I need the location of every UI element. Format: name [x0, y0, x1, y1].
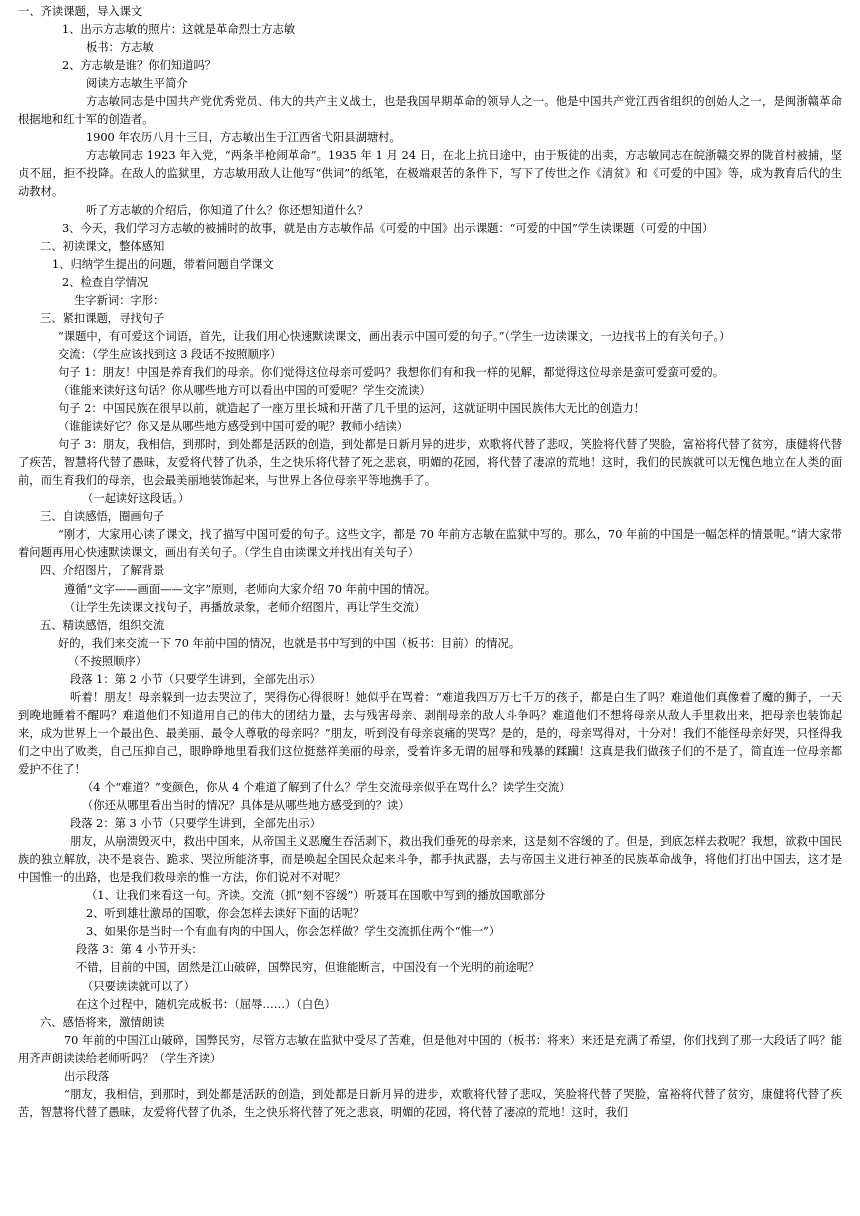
text-paragraph: （一起读好这段话。） — [82, 492, 190, 506]
text-paragraph: （谁能读好它？你又是从哪些地方感受到中国可爱的呢？教师小结读） — [58, 420, 409, 434]
text-paragraph: （只要读读就可以了） — [82, 979, 195, 993]
text-paragraph: 交流：（学生应该找到这 3 段话不按照顺序） — [58, 347, 282, 361]
text-paragraph: 段落 1：第 2 小节（只要学生讲到，全部先出示） — [70, 672, 322, 686]
text-paragraph: 2、听到雄壮激昂的国歌，你会怎样去读好下面的话呢？ — [86, 907, 365, 921]
text-paragraph: 四、介绍图片，了解背景 — [40, 564, 165, 578]
text-paragraph: 遵循“文字——画面——文字”原则，老师向大家介绍 70 年前中国的情况。 — [64, 582, 437, 596]
text-paragraph: 段落 3：第 4 小节开头： — [76, 943, 203, 957]
text-paragraph: 朋友，从崩溃毁灭中，救出中国来，从帝国主义恶魔生吞活剥下，救出我们垂死的母亲来，这是刻不容缓的了。但是，到底怎样去救呢？我想，欲救中国民族的独立解放，决不是哀告、跪求、哭泣所能济事，而是唤起全国民众起来斗争，都手执武器，去与帝国主义进行神圣的民族革命战争，将他们打出中国去，这才是中国惟一的出路，也是我们救母亲的惟一方法，你们说对不对呢？ — [18, 835, 842, 885]
text-paragraph: （你还从哪里看出当时的情况？具体是从哪些地方感受到的？读） — [82, 799, 410, 813]
text-paragraph: 3、如果你是当时一个有血有肉的中国人，你会怎样做？学生交流抓住两个“惟一”） — [86, 925, 501, 939]
text-paragraph: 70 年前的中国江山破碎，国弊民穷，尽管方志敏在监狱中受尽了苦难，但是他对中国的（板书：将来）来还是充满了希望，你们找到了那一大段话了吗？能用齐声朗读读给老师听吗？（学生齐读） — [18, 1033, 842, 1065]
text-paragraph: 出示段落 — [64, 1069, 110, 1083]
text-paragraph: 三、自读感悟，圈画句子 — [40, 510, 165, 524]
text-paragraph: 听了方志敏的介绍后，你知道了什么？你还想知道什么？ — [86, 203, 369, 217]
text-paragraph: “朋友，我相信，到那时，到处都是活跃的创造，到处都是日新月异的进步，欢歌将代替了悲叹，笑脸将代替了哭脸，富裕将代替了贫穷，康健将代替了疾苦，智慧将代替了愚昧，友爱将代替了仇杀，生之快乐将代替了死之悲哀，明媚的花园，将代替了凄凉的荒地！这时，我们 — [18, 1087, 842, 1119]
text-paragraph: 1、归纳学生提出的问题，带着问题自学课文 — [52, 257, 274, 271]
text-paragraph: 三、紧扣课题，寻找句子 — [40, 311, 165, 325]
text-paragraph: （不按照顺序） — [68, 654, 148, 668]
text-paragraph: 六、感悟将来，激情朗读 — [40, 1015, 165, 1029]
text-paragraph: 句子 1：朋友！中国是养育我们的母亲。你们觉得这位母亲可爱吗？我想你们有和我一样的见解，都觉得这位母亲是蛮可爱蛮可爱的。 — [58, 365, 725, 379]
text-paragraph: （4 个“难道？”变颜色，你从 4 个难道了解到了什么？学生交流母亲似乎在骂什么？读学生交流） — [82, 781, 571, 795]
text-paragraph: 句子 3：朋友，我相信，到那时，到处都是活跃的创造，到处都是日新月异的进步，欢歌将代替了悲叹，笑脸将代替了哭脸，富裕将代替了贫穷，康健将代替了疾苦，智慧将代替了愚昧，友爱将代替了仇杀，生之快乐将代替了死之悲哀，明媚的花园，将代替了凄凉的荒地！这时，我们的民族就可以无愧色地立在人类的面前，而生育我们的母亲，也会最美丽地装饰起来，与世界上各位母亲平等地携手了。 — [18, 438, 842, 488]
text-paragraph: （谁能来读好这句话？你从哪些地方可以看出中国的可爱呢？学生交流读） — [58, 383, 431, 397]
text-paragraph: 1、出示方志敏的照片：这就是革命烈士方志敏 — [62, 23, 296, 37]
text-paragraph: （让学生先读课文找句子，再播放录象，老师介绍图片，再让学生交流） — [64, 600, 426, 614]
text-paragraph: 不错，目前的中国，固然是江山破碎，国弊民穷，但谁能断言，中国没有一个光明的前途呢？ — [76, 961, 540, 975]
text-paragraph: 阅读方志敏生平简介 — [86, 77, 188, 91]
text-paragraph: 3、今天，我们学习方志敏的被捕时的故事，就是由方志敏作品《可爱的中国》出示课题：“可爱的中国”学生读课题（可爱的中国） — [62, 221, 714, 235]
text-paragraph: 生字新词：字形： — [74, 293, 165, 307]
text-paragraph: 段落 2：第 3 小节（只要学生讲到，全部先出示） — [70, 817, 322, 831]
text-paragraph: 好的，我们来交流一下 70 年前中国的情况，也就是书中写到的中国（板书：目前）的情况。 — [58, 636, 521, 650]
text-paragraph: 二、初读课文，整体感知 — [40, 239, 165, 253]
text-paragraph: “刚才，大家用心读了课文，找了描写中国可爱的句子。这些文字，都是 70 年前方志敏在监狱中写的。那么，70 年前的中国是一幅怎样的情景呢。”请大家带着问题再用心快速默读课文，画出有关句子。（学生自由读课文并找出有关句子） — [18, 528, 842, 560]
text-paragraph: 听着！朋友！母亲躲到一边去哭泣了，哭得伤心得很呀！她似乎在骂着：“难道我四万万七千万的孩子，都是白生了吗？难道他们真像着了魔的狮子，一天到晚地睡着不醒吗？难道他们不知道用自己的伟大的团结力量，去与残害母亲、剥削母亲的敌人斗争吗？难道他们不想将母亲从敌人手里救出来，把母亲也装饰起来，成为世界上一个最出色、最美丽、最令人尊敬的母亲吗？”朋友，听到没有母亲哀痛的哭骂？是的，是的，母亲骂得对，十分对！我们不能怪母亲好哭，只怪得我们之中出了败类，自己压抑自己，眼睁睁地里看我们这位挺慈祥美丽的母亲，受着许多无谓的屈辱和残暴的蹂躏！这真是我们做孩子们的不是了，简直连一位母亲都爱护不住了！ — [18, 690, 842, 776]
text-paragraph: 在这个过程中，随机完成板书：（屈辱……）（白色） — [76, 997, 336, 1011]
text-paragraph: 板书：方志敏 — [86, 41, 154, 55]
text-paragraph: 2、方志敏是谁？你们知道吗？ — [62, 59, 217, 73]
text-paragraph: “课题中，有可爱这个词语，首先，让我们用心快速默读课文，画出表示中国可爱的句子。”（学生一边读课文，一边找书上的有关句子。） — [58, 329, 731, 343]
text-paragraph: 一、齐读课题，导入课文 — [18, 5, 143, 18]
text-paragraph: 1900 年农历八月十三日，方志敏出生于江西省弋阳县湖塘村。 — [86, 131, 401, 145]
text-paragraph: 句子 2：中国民族在很早以前，就造起了一座万里长城和开凿了几千里的运河，这就证明中国民族伟大无比的创造力！ — [58, 402, 645, 416]
text-paragraph: （1、让我们来看这一句。齐读。交流（抓“刻不容缓”）听聂耳在国歌中写到的播放国歌部分 — [86, 889, 546, 903]
text-paragraph: 方志敏同志 1923 年入党，“两条半枪闹革命”。1935 年 1 月 24 日，在北上抗日途中，由于叛徒的出卖，方志敏同志在皖浙赣交界的陇首村被捕，坚贞不屈，拒不投降。在敌人的监狱里，方志敏用敌人让他写“供词”的纸笔，在极端艰苦的条件下，写下了传世之作《清贫》和《可爱的中国》等，成为教育后代的生动教材。 — [18, 149, 842, 199]
text-paragraph: 方志敏同志是中国共产党优秀党员、伟大的共产主义战士，也是我国早期革命的领导人之一。他是中国共产党江西省组织的创始人之一，是闽浙赣革命根据地和红十军的创造者。 — [18, 95, 842, 127]
text-paragraph: 五、精读感悟，组织交流 — [40, 618, 165, 632]
text-paragraph: 2、检查自学情况 — [62, 275, 149, 289]
